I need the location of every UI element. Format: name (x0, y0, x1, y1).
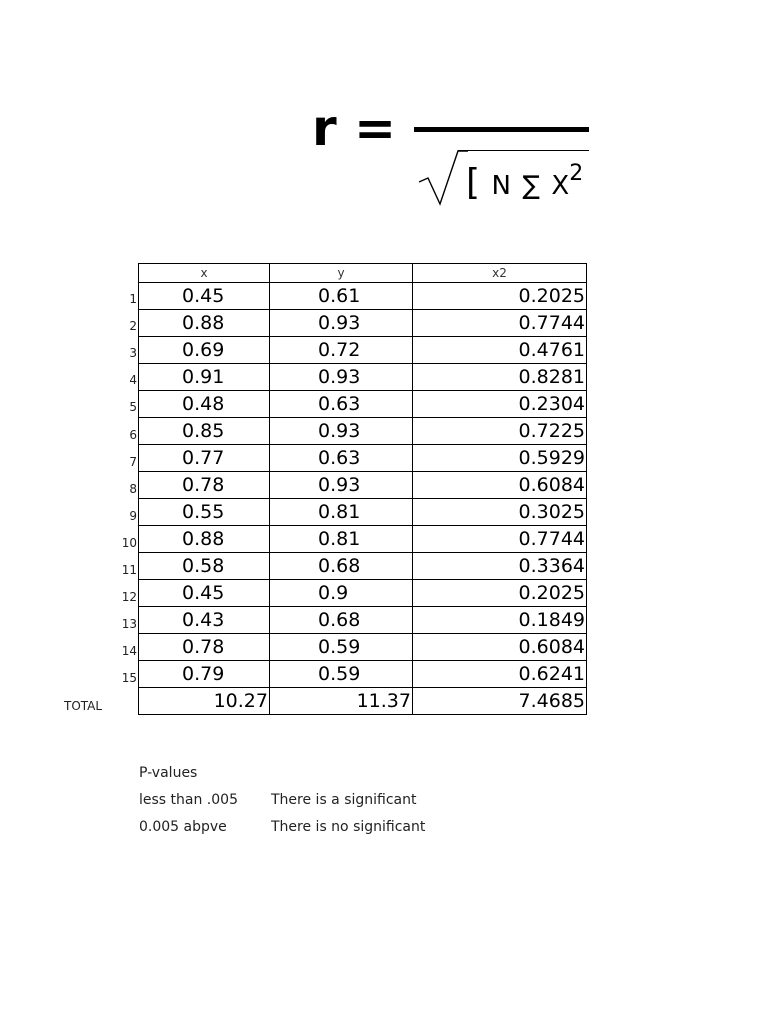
cell-x2[interactable]: 0.6084 (413, 472, 587, 499)
row-number: 14 (121, 644, 137, 659)
cell-x[interactable]: 0.85 (139, 418, 270, 445)
cell-x[interactable]: 0.45 (139, 580, 270, 607)
cell-y[interactable]: 0.93 (270, 310, 413, 337)
radicand-exponent: 2 (569, 161, 584, 186)
cell-y[interactable]: 0.81 (270, 526, 413, 553)
cell-x2[interactable]: 0.4761 (413, 337, 587, 364)
cell-y[interactable]: 0.68 (270, 553, 413, 580)
cell-x[interactable]: 0.88 (139, 526, 270, 553)
cell-x[interactable]: 0.88 (139, 310, 270, 337)
cell-x[interactable]: 0.77 (139, 445, 270, 472)
cell-x[interactable]: 0.78 (139, 472, 270, 499)
table-row (139, 310, 587, 337)
row-number: 6 (129, 427, 137, 442)
header-y[interactable]: y (270, 264, 413, 283)
row-number: 2 (129, 319, 137, 334)
formula-fraction-bar (414, 127, 589, 132)
cell-x[interactable]: 0.43 (139, 607, 270, 634)
cell-y[interactable]: 0.63 (270, 391, 413, 418)
table-row (139, 526, 587, 553)
radicand-bracket: [ (466, 162, 481, 203)
cell-y[interactable]: 0.9 (270, 580, 413, 607)
cell-x2[interactable]: 0.6241 (413, 661, 587, 688)
cell-x2[interactable]: 0.2025 (413, 283, 587, 310)
cell-x[interactable]: 0.45 (139, 283, 270, 310)
row-number: 8 (129, 481, 137, 496)
total-row (139, 688, 587, 715)
cell-x[interactable]: 0.48 (139, 391, 270, 418)
square-root-icon (418, 150, 468, 206)
cell-y[interactable]: 0.63 (270, 445, 413, 472)
cell-x2[interactable]: 0.8281 (413, 364, 587, 391)
table-row (139, 364, 587, 391)
table-row (139, 472, 587, 499)
table-row (139, 283, 587, 310)
cell-x2[interactable]: 0.7744 (413, 526, 587, 553)
cell-y[interactable]: 0.59 (270, 661, 413, 688)
cell-y[interactable]: 0.93 (270, 418, 413, 445)
cell-x2[interactable]: 0.2304 (413, 391, 587, 418)
row-number: 7 (129, 454, 137, 469)
data-table (138, 263, 587, 715)
cell-y[interactable]: 0.93 (270, 472, 413, 499)
formula-lhs: r = (312, 99, 396, 157)
row-number: 11 (121, 563, 137, 577)
table-row (139, 634, 587, 661)
table-row (139, 418, 587, 445)
radicand-x: X (551, 171, 570, 201)
total-x-cell[interactable]: 10.27 (139, 688, 270, 715)
cell-y[interactable]: 0.72 (270, 337, 413, 364)
cell-y[interactable]: 0.61 (270, 283, 413, 310)
table-body (139, 283, 587, 688)
table-row (139, 607, 587, 634)
cell-x2[interactable]: 0.7744 (413, 310, 587, 337)
row-number: 10 (121, 535, 137, 550)
row-number: 13 (121, 617, 137, 632)
cell-x[interactable]: 0.69 (139, 337, 270, 364)
table-row (139, 580, 587, 607)
cell-x[interactable]: 0.58 (139, 553, 270, 580)
pvalues-title: P-values (139, 765, 198, 781)
row-number: 4 (129, 373, 137, 388)
pvalue-meaning: There is no significant (271, 819, 426, 835)
total-label: TOTAL (64, 699, 103, 713)
cell-x2[interactable]: 0.3025 (413, 499, 587, 526)
row-number: 3 (129, 346, 137, 361)
total-x2-cell[interactable]: 7.4685 (413, 688, 587, 715)
row-number: 15 (121, 671, 137, 686)
table-row (139, 661, 587, 688)
pvalue-condition: less than .005 (139, 792, 238, 808)
cell-y[interactable]: 0.81 (270, 499, 413, 526)
pvalue-meaning: There is a significant (271, 792, 417, 808)
row-number: 12 (121, 590, 137, 605)
pvalue-condition: 0.005 abpve (139, 819, 227, 835)
cell-x2[interactable]: 0.6084 (413, 634, 587, 661)
cell-y[interactable]: 0.68 (270, 607, 413, 634)
cell-x[interactable]: 0.78 (139, 634, 270, 661)
cell-x2[interactable]: 0.3364 (413, 553, 587, 580)
table-row (139, 391, 587, 418)
row-number: 5 (129, 400, 137, 415)
cell-x[interactable]: 0.55 (139, 499, 270, 526)
table-row (139, 499, 587, 526)
cell-x2[interactable]: 0.7225 (413, 418, 587, 445)
cell-y[interactable]: 0.93 (270, 364, 413, 391)
total-y-cell[interactable]: 11.37 (270, 688, 413, 715)
radicand-n: N (491, 171, 511, 201)
formula-radicand (466, 158, 589, 208)
row-number: 1 (129, 292, 137, 306)
cell-x2[interactable]: 0.5929 (413, 445, 587, 472)
cell-x[interactable]: 0.91 (139, 364, 270, 391)
table-header-row (139, 264, 587, 283)
table-row (139, 445, 587, 472)
table-row (139, 553, 587, 580)
header-x[interactable]: x (139, 264, 270, 283)
radicand-sigma: ∑ (522, 171, 540, 201)
table-row (139, 337, 587, 364)
cell-x2[interactable]: 0.1849 (413, 607, 587, 634)
cell-x[interactable]: 0.79 (139, 661, 270, 688)
cell-x2[interactable]: 0.2025 (413, 580, 587, 607)
row-number: 9 (129, 508, 137, 523)
cell-y[interactable]: 0.59 (270, 634, 413, 661)
radicand-overline (458, 150, 589, 151)
header-x2[interactable]: x2 (413, 264, 587, 283)
